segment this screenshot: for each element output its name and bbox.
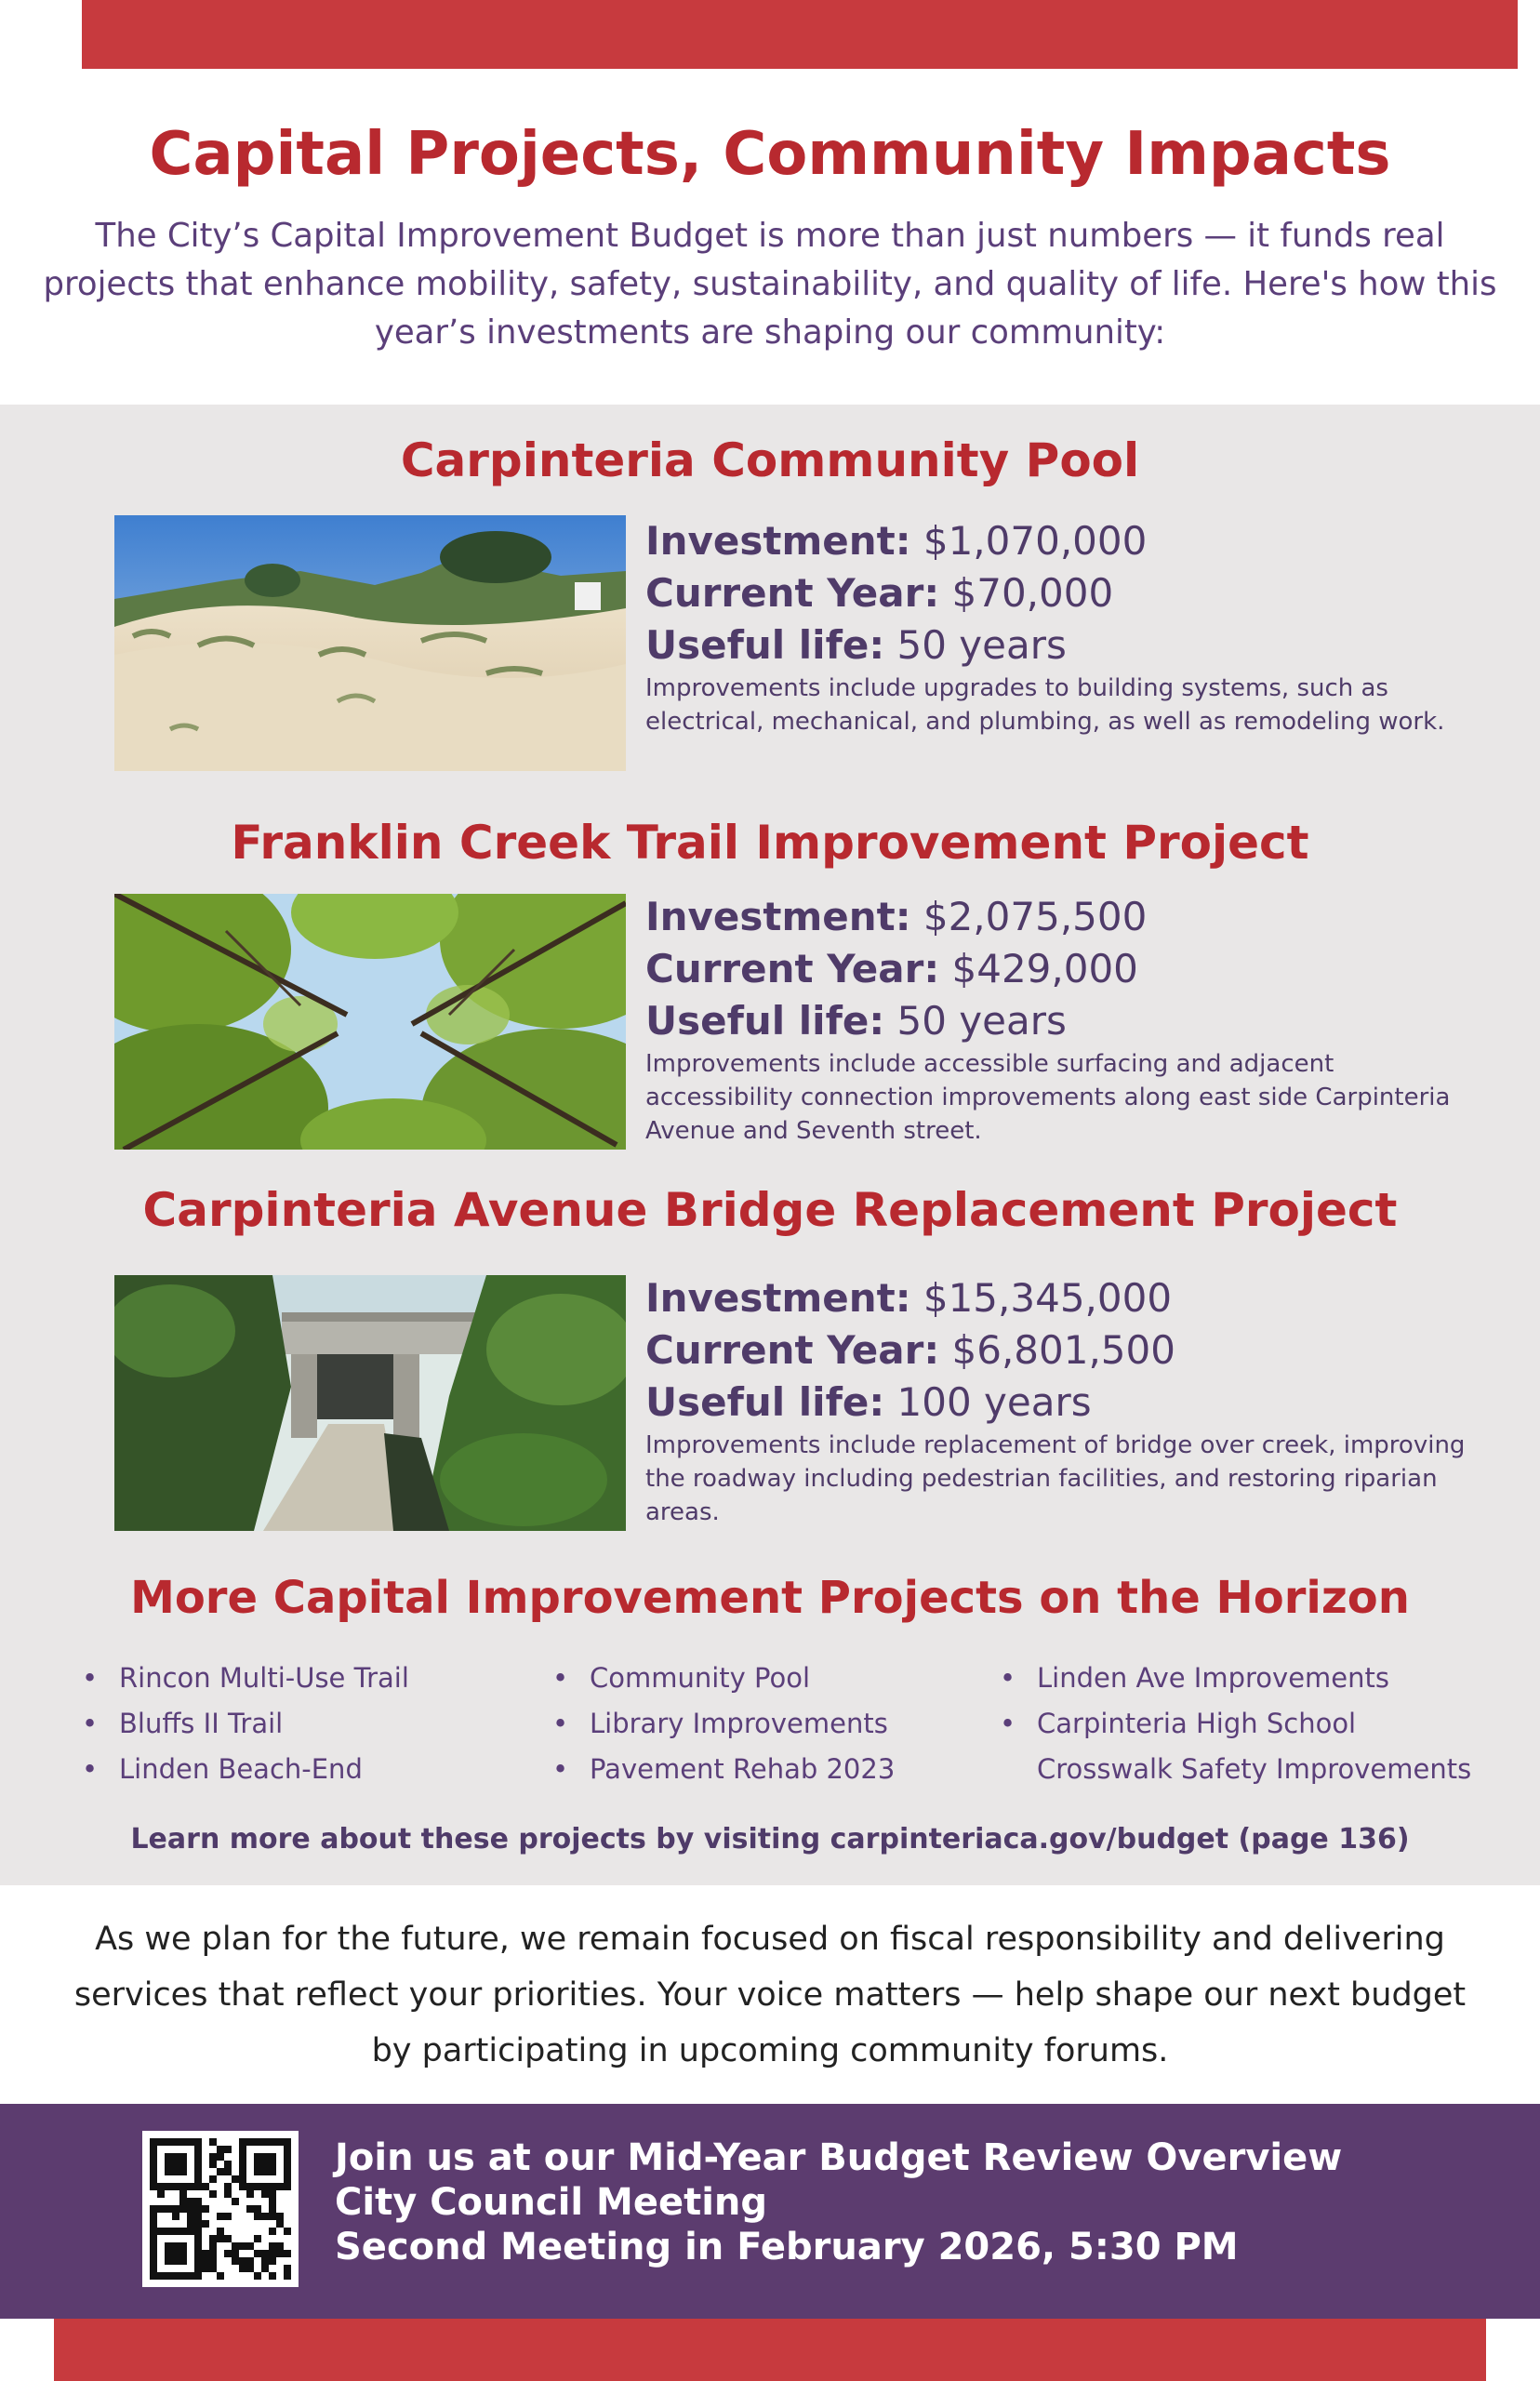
horizon-list-col2: [552, 1656, 895, 1792]
list-item: • Rincon Multi-Use Trail: [82, 1662, 409, 1694]
useful-life-line: [645, 995, 1482, 1047]
investment-value: $15,345,000: [923, 1275, 1173, 1321]
investment-line: [645, 515, 1482, 567]
current-year-value: $70,000: [951, 570, 1114, 616]
meeting-line-2: City Council Meeting: [335, 2181, 768, 2224]
useful-life-label: Useful life:: [645, 998, 885, 1044]
project-description: Improvements include accessible surfacing and adjacent accessibility connection improvements along east side Carpinteria Avenue and Seventh street.: [645, 1050, 1451, 1145]
investment-label: Investment:: [645, 1275, 911, 1321]
useful-life-label: Useful life:: [645, 622, 885, 668]
project-info-bridge: [645, 1272, 1482, 1529]
list-item: • Community Pool: [552, 1662, 811, 1694]
useful-life-value: 100 years: [896, 1379, 1092, 1425]
current-year-value: $429,000: [951, 946, 1138, 991]
page-title: Capital Projects, Community Impacts: [149, 120, 1391, 189]
top-accent-bar: [82, 0, 1518, 69]
project-heading-pool: Carpinteria Community Pool: [400, 433, 1140, 487]
list-item: • Pavement Rehab 2023: [552, 1753, 896, 1785]
project-info-franklin: [645, 891, 1482, 1148]
meeting-line-1: Join us at our Mid-Year Budget Review Overview: [335, 2136, 1343, 2179]
horizon-list-col1: [82, 1656, 409, 1792]
qr-code-icon[interactable]: [142, 2131, 299, 2287]
horizon-list-col3: [1000, 1656, 1471, 1792]
current-year-line: [645, 943, 1482, 995]
investment-line: [645, 891, 1482, 943]
meeting-line-3: Second Meeting in February 2026, 5:30 PM: [335, 2226, 1239, 2268]
project-description: Improvements include replacement of bridge over creek, improving the roadway including pedestrian facilities, and restoring riparian areas.: [645, 1431, 1466, 1526]
project-heading-bridge: Carpinteria Avenue Bridge Replacement Project: [142, 1183, 1398, 1237]
bottom-accent-bar: [54, 2319, 1486, 2381]
current-year-line: [645, 1324, 1482, 1377]
current-year-value: $6,801,500: [951, 1327, 1175, 1373]
beach-dunes-photo: [114, 515, 626, 771]
investment-value: $2,075,500: [923, 894, 1148, 939]
horizon-heading: More Capital Improvement Projects on the Horizon: [130, 1572, 1410, 1624]
investment-label: Investment:: [645, 518, 911, 564]
project-description: Improvements include upgrades to building systems, such as electrical, mechanical, and plumbing, as well as remodeling work.: [645, 674, 1445, 736]
list-item: • Linden Beach-End: [82, 1753, 363, 1785]
useful-life-value: 50 years: [896, 998, 1067, 1044]
useful-life-value: 50 years: [896, 622, 1067, 668]
meeting-info: [335, 2135, 1497, 2269]
learn-more-link[interactable]: Learn more about these projects by visiting carpinteriaca.gov/budget (page 136): [130, 1823, 1410, 1856]
useful-life-label: Useful life:: [645, 1379, 885, 1425]
list-item: Crosswalk Safety Improvements: [1037, 1753, 1472, 1785]
list-item: • Library Improvements: [552, 1708, 888, 1739]
project-info-pool: [645, 515, 1482, 738]
current-year-label: Current Year:: [645, 1327, 940, 1373]
project-heading-franklin: Franklin Creek Trail Improvement Project: [231, 816, 1309, 870]
useful-life-line: [645, 619, 1482, 672]
tree-canopy-photo: [114, 894, 626, 1150]
current-year-line: [645, 567, 1482, 619]
investment-value: $1,070,000: [923, 518, 1148, 564]
list-item: • Linden Ave Improvements: [1000, 1662, 1389, 1694]
useful-life-line: [645, 1377, 1482, 1429]
list-item: • Bluffs II Trail: [82, 1708, 284, 1739]
list-item: • Carpinteria High School: [1000, 1708, 1357, 1739]
current-year-label: Current Year:: [645, 946, 940, 991]
bridge-trail-photo: [114, 1275, 626, 1531]
intro-text: The City’s Capital Improvement Budget is more than just numbers — it funds real projects that enhance mobility, safety, sustainability, and quality of life. Here's how this year’s investments are shaping our community:: [43, 217, 1497, 352]
closing-text: As we plan for the future, we remain focused on fiscal responsibility and delivering services that reflect your priorities. Your voice matters — help shape our next budget by participating in upcoming community forums.: [73, 1921, 1467, 2069]
investment-label: Investment:: [645, 894, 911, 939]
current-year-label: Current Year:: [645, 570, 940, 616]
investment-line: [645, 1272, 1482, 1324]
